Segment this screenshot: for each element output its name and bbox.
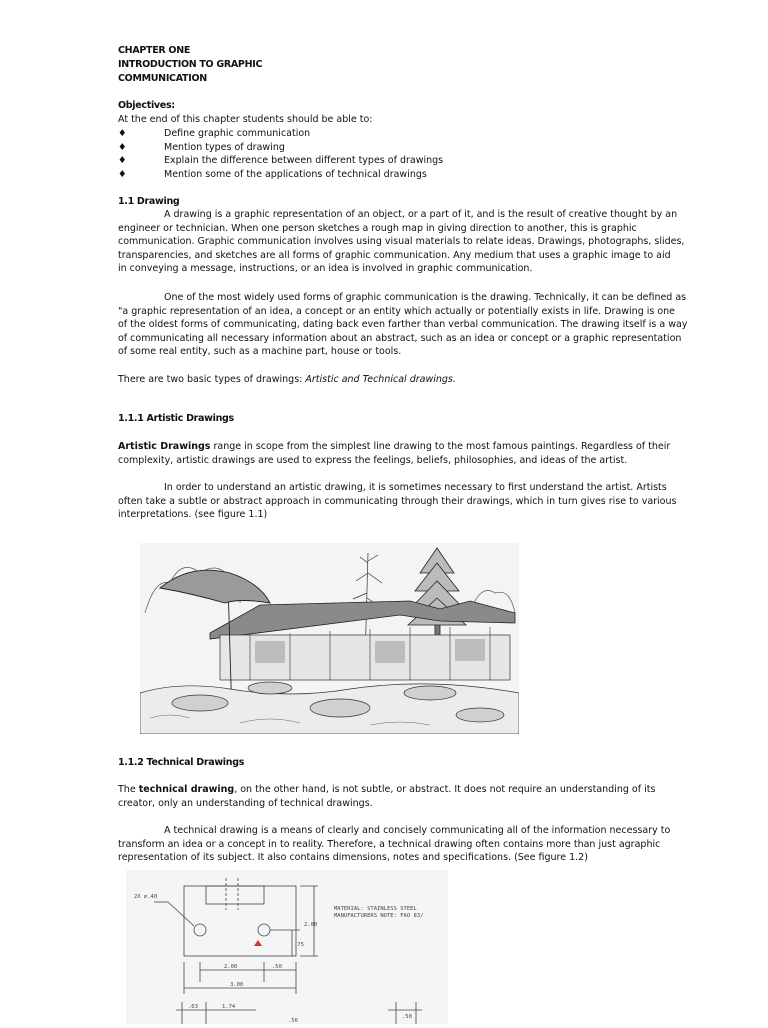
material-note-line2: MANUFACTURERS NOTE: FAO 83/: [334, 913, 424, 919]
objective-item: ♦ Mention types of drawing: [118, 142, 285, 153]
section-heading-artistic: 1.1.1 Artistic Drawings: [118, 413, 234, 424]
paragraph-drawing-definition: A drawing is a graphic representation of an object, or a part of it, and is the result of creative thought by an engineer or technician. When one person sketches a rough map in giving direction to another, this is graphic communication. Graphic communication involves using visual materials to relate ideas. Drawings, photographs, slides, transparencies, and sketches are all forms of graphic communication. Any medium that uses a graphic image to aid in conveying a message, instructions, or an idea is involved in graphic communication.: [118, 209, 685, 275]
objective-item: ♦ Mention some of the applications of technical drawings: [118, 169, 427, 180]
dimension-height: 2.00: [304, 922, 318, 928]
objectives-heading: Objectives:: [118, 100, 175, 111]
paragraph-drawing-types: There are two basic types of drawings: Artistic and Technical drawings.: [118, 374, 456, 385]
dimension-50b: .50: [402, 1014, 412, 1020]
hole-callout-label: 2X ⌀.40: [134, 894, 158, 900]
dimension-2-00: 2.00: [224, 964, 238, 970]
chapter-subtitle-line1: INTRODUCTION TO GRAPHIC: [118, 59, 263, 70]
dimension-3-00: 3.00: [230, 982, 244, 988]
section-heading-drawing: 1.1 Drawing: [118, 196, 180, 207]
chapter-subtitle-line2: COMMUNICATION: [118, 73, 207, 84]
objective-item: ♦ Explain the difference between different types of drawings: [118, 155, 444, 166]
technical-drawing-illustration: [126, 870, 448, 1024]
objectives-intro: At the end of this chapter students should be able to:: [118, 114, 373, 125]
section-heading-technical: 1.1.2 Technical Drawings: [118, 757, 245, 768]
dimension-63: .63: [188, 1004, 198, 1010]
dimension-56: .56: [288, 1018, 298, 1024]
paragraph-technical-means: A technical drawing is a means of clearly and concisely communicating all of the information necessary to transform an idea or a concept in to reality. Therefore, a technical drawing often contains more than just agraphic representation of its subject. It also contains dimensions, notes and specifications. (See figure 1.2): [118, 825, 671, 864]
house-sketch-illustration: [140, 543, 519, 734]
bullet-diamond-icon: ♦: [118, 128, 127, 139]
bullet-diamond-icon: ♦: [118, 169, 127, 180]
bullet-diamond-icon: ♦: [118, 142, 127, 153]
bullet-diamond-icon: ♦: [118, 155, 127, 166]
paragraph-artistic-scope: Artistic Drawings range in scope from the simplest line drawing to the most famous paintings. Regardless of their complexity, artistic drawings are used to express the feelings, beliefs, philosophies, and ideas of the artist.: [118, 441, 671, 466]
figure-technical-drawing: [126, 870, 448, 1024]
chapter-title: CHAPTER ONE: [118, 45, 191, 56]
figure-artistic-house-sketch: [140, 543, 519, 734]
dimension-mid: .75: [294, 942, 304, 948]
material-note-line1: MATERIAL: STAINLESS STEEL: [334, 906, 417, 912]
paragraph-drawing-technical-definition: One of the most widely used forms of graphic communication is the drawing. Technically, it can be defined as "a graphic representation of an idea, a concept or an entity which actually or potentially exists in life. Drawing is one of the oldest forms of communicating, dating back even farther than verbal communication. The drawing itself is a way of communicating all necessary information about an abstract, such as an idea or concept or a graphic representation of some real entity, such as a machine part, house or tools.: [118, 292, 688, 358]
paragraph-technical-not-subtle: The technical drawing, on the other hand, is not subtle, or abstract. It does not require an understanding of its creator, only an understanding of technical drawings.: [118, 784, 656, 809]
paragraph-artistic-understanding: In order to understand an artistic drawing, it is sometimes necessary to first understand the artist. Artists often take a subtle or abstract approach in communicating through their drawings, which in turn gives rise to various interpretations. (see figure 1.1): [118, 482, 677, 521]
objective-item: ♦ Define graphic communication: [118, 128, 311, 139]
dimension-1-74: 1.74: [222, 1004, 236, 1010]
dimension-50: .50: [272, 964, 282, 970]
